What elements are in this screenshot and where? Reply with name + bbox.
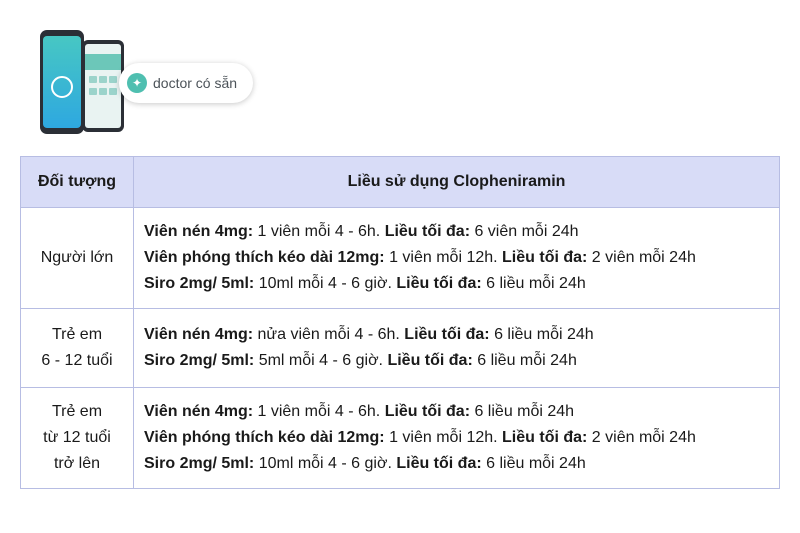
table-row (21, 388, 780, 489)
subject-cell (21, 388, 134, 489)
dosage-form: Viên nén 4mg: (144, 326, 254, 343)
dosage-line (144, 399, 779, 425)
tablet-screen (85, 44, 121, 128)
tablet-banner (85, 54, 121, 70)
dosage-line (144, 245, 779, 271)
dosage-text: 1 viên mỗi 12h. (384, 249, 503, 266)
dosage-text: 10ml mỗi 4 - 6 giờ. (254, 455, 397, 472)
tablet-illustration (82, 40, 124, 132)
max-dose-value: 2 viên mỗi 24h (587, 249, 696, 266)
subject-line: Trẻ em (51, 326, 103, 343)
max-dose-value: 6 liều mỗi 24h (489, 326, 594, 343)
app-tile-icon (89, 88, 97, 95)
dosage-table (20, 156, 780, 489)
dosage-line (144, 348, 779, 374)
brand-logo-icon: ✦ (127, 73, 147, 93)
max-dose-label: Liều tối đa: (384, 223, 471, 240)
brand-name: doctor có sẵn (153, 75, 238, 91)
dosage-text: 1 viên mỗi 12h. (384, 429, 503, 446)
dosage-line (144, 219, 779, 245)
dosage-form: Viên phóng thích kéo dài 12mg: (144, 249, 385, 266)
dosage-line (144, 271, 779, 297)
max-dose-value: 6 liều mỗi 24h (481, 455, 586, 472)
dosage-form: Siro 2mg/ 5ml: (144, 352, 255, 369)
subject-cell (21, 208, 134, 309)
max-dose-label: Liều tối đa: (396, 455, 482, 472)
max-dose-value: 6 viên mỗi 24h (470, 223, 579, 240)
max-dose-label: Liều tối đa: (502, 249, 588, 266)
subject-cell (21, 309, 134, 388)
max-dose-value: 6 liều mỗi 24h (481, 275, 586, 292)
dosage-form: Siro 2mg/ 5ml: (144, 275, 255, 292)
dosage-cell (134, 388, 780, 489)
subject-line: từ 12 tuổi (43, 429, 111, 446)
subject-line: trở lên (53, 455, 101, 472)
clinic-logo-icon (51, 76, 73, 98)
phone-illustration (40, 30, 84, 134)
max-dose-value: 6 liều mỗi 24h (470, 403, 575, 420)
max-dose-value: 2 viên mỗi 24h (587, 429, 696, 446)
max-dose-label: Liều tối đa: (502, 429, 588, 446)
phone-screen (43, 36, 81, 128)
dosage-cell (134, 309, 780, 388)
app-tile-icon (99, 88, 107, 95)
table-row (21, 208, 780, 309)
table-row (21, 309, 780, 388)
dosage-text: 1 viên mỗi 4 - 6h. (253, 403, 385, 420)
app-tile-icon (99, 76, 107, 83)
dosage-line (144, 425, 779, 451)
app-tile-icon (109, 76, 117, 83)
dosage-text: 10ml mỗi 4 - 6 giờ. (254, 275, 397, 292)
max-dose-label: Liều tối đa: (404, 326, 490, 343)
max-dose-label: Liều tối đa: (387, 352, 473, 369)
max-dose-value: 6 liều mỗi 24h (472, 352, 577, 369)
max-dose-label: Liều tối đa: (384, 403, 471, 420)
app-tile-icon (109, 88, 117, 95)
max-dose-label: Liều tối đa: (396, 275, 482, 292)
subject-line: 6 - 12 tuổi (41, 352, 113, 369)
brand-badge (119, 63, 253, 103)
app-tile-icon (89, 76, 97, 83)
dosage-text: nửa viên mỗi 4 - 6h. (253, 326, 405, 343)
dosage-form: Viên nén 4mg: (144, 403, 254, 420)
header-dosage: Liều sử dụng Clopheniramin (134, 157, 780, 208)
dosage-text: 5ml mỗi 4 - 6 giờ. (254, 352, 388, 369)
dosage-line (144, 322, 779, 348)
header-subject: Đối tượng (21, 157, 134, 208)
dosage-text: 1 viên mỗi 4 - 6h. (253, 223, 385, 240)
table-header-row (21, 157, 780, 208)
subject-line: Người lớn (40, 249, 114, 266)
dosage-form: Viên phóng thích kéo dài 12mg: (144, 429, 385, 446)
dosage-form: Siro 2mg/ 5ml: (144, 455, 255, 472)
subject-line: Trẻ em (51, 403, 103, 420)
dosage-form: Viên nén 4mg: (144, 223, 254, 240)
dosage-cell (134, 208, 780, 309)
dosage-line (144, 451, 779, 477)
